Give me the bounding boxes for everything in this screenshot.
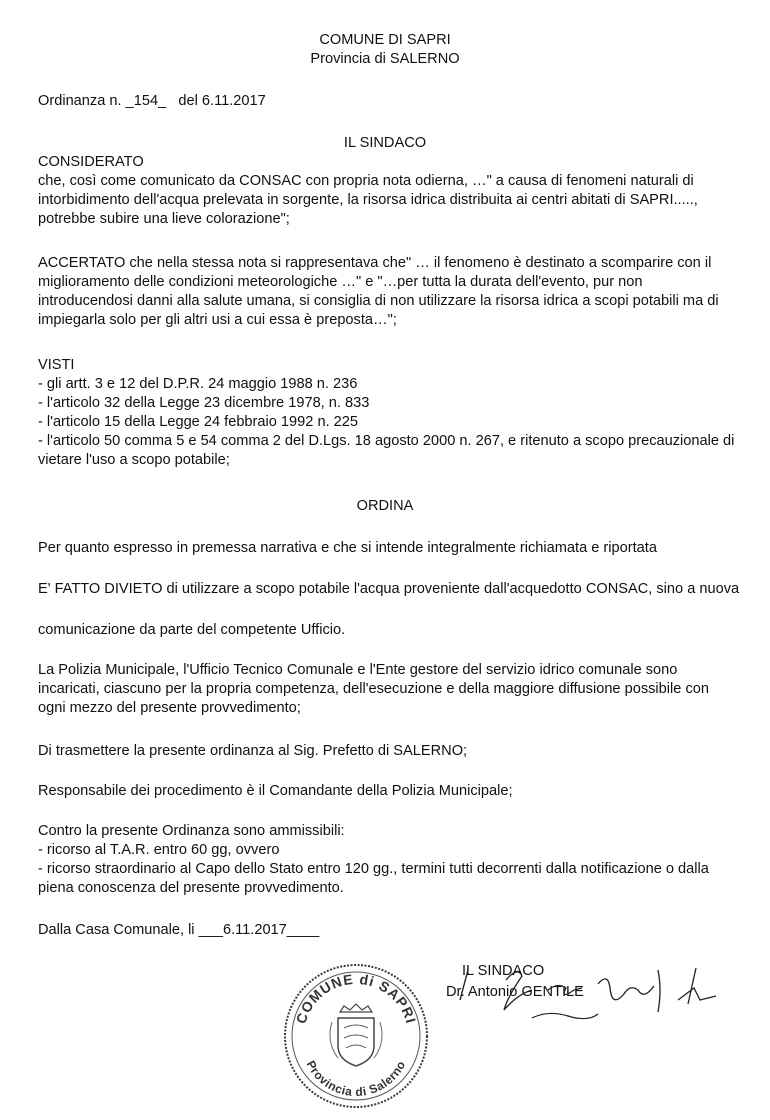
premessa-text: Per quanto espresso in premessa narrativa e che si intende integralmente richiamata e riportata [38,540,657,556]
incaricati-line: incaricati, ciascuno per la propria competenza, dell'esecuzione e della maggiore diffusione possibile con [38,681,709,697]
ordinance-date: del 6.11.2017 [178,93,266,109]
mayor-heading: IL SINDACO [343,135,427,151]
stamp-bottom-text: Provincia di Salerno [303,1058,409,1100]
official-stamp [282,962,430,1110]
accertato-line: introducendosi danni alla salute umana, si consiglia di non utilizzare la risorsa idrica a scopi potabili ma di [38,293,719,309]
visti-item: vietare l'uso a scopo potabile; [38,452,230,468]
signature-name: Dr. Antonio GENTILE [446,984,584,1000]
accertato-line: miglioramento delle condizioni meteorologiche …" e "…per tutta la durata dell'evento, pur non [38,274,643,290]
ordina-heading: ORDINA [356,498,414,514]
ordinance-label: Ordinanza n. [38,93,122,109]
incaricati-section [38,661,748,718]
trasmettere-text: Di trasmettere la presente ordinanza al Sig. Prefetto di SALERNO; [38,743,468,759]
signature-title: IL SINDACO [462,963,545,979]
province-name: Provincia di SALERNO [310,51,460,67]
ricorsi-line: - ricorso straordinario al Capo dello Stato entro 120 gg., termini tutti decorrenti dalla notificazione o dalla [38,861,709,877]
coat-of-arms-icon [330,1004,382,1066]
visti-heading: VISTI [38,357,75,373]
document-header [0,31,770,69]
municipality-name: COMUNE DI SAPRI [319,32,451,48]
considerato-line: intorbidimento dell'acqua prelevata in sorgente, la risorsa idrica distribuita ai centri abitati di SAPRI....., [38,192,698,208]
ordinance-number: _154_ [125,93,167,109]
visti-item: - l'articolo 32 della Legge 23 dicembre 1978, n. 833 [38,395,370,411]
responsabile-text: Responsabile dei procedimento è il Comandante della Polizia Municipale; [38,783,513,799]
ricorsi-line: - ricorso al T.A.R. entro 60 gg, ovvero [38,842,280,858]
visti-item: - l'articolo 15 della Legge 24 febbraio 1992 n. 225 [38,414,359,430]
visti-item: - l'articolo 50 comma 5 e 54 comma 2 del D.Lgs. 18 agosto 2000 n. 267, e ritenuto a scopo precauzionale di [38,433,735,449]
visti-section [38,356,748,470]
considerato-line: potrebbe subire una lieve colorazione"; [38,211,290,227]
ricorsi-line: piena conoscenza del presente provvedimento. [38,880,344,896]
accertato-line: ACCERTATO che nella stessa nota si rappresentava che" … il fenomeno è destinato a scomparire con il [38,255,712,271]
closing-place-date: Dalla Casa Comunale, li ___6.11.2017____ [38,922,320,938]
accertato-line: impiegarla solo per gli altri usi a cui essa è preposta…"; [38,312,397,328]
ordinance-number-line [38,92,748,111]
considerato-section [38,153,748,229]
visti-item: - gli artt. 3 e 12 del D.P.R. 24 maggio 1988 n. 236 [38,376,358,392]
ricorsi-line: Contro la presente Ordinanza sono ammissibili: [38,823,345,839]
considerato-heading: CONSIDERATO [38,154,144,170]
handwritten-signature [448,960,768,1040]
ricorsi-section [38,822,748,898]
divieto-text-continued: comunicazione da parte del competente Ufficio. [38,622,346,638]
divieto-text: E' FATTO DIVIETO di utilizzare a scopo potabile l'acqua proveniente dall'acquedotto CONSAC, sino a nuova [38,581,740,597]
incaricati-line: ogni mezzo del presente provvedimento; [38,700,301,716]
accertato-section [38,254,748,330]
stamp-top-text: COMUNE di SAPRI [292,970,420,1026]
considerato-line: che, così come comunicato da CONSAC con propria nota odierna, …" a causa di fenomeni naturali di [38,173,694,189]
svg-text:Provincia di Salerno [304,1058,409,1099]
incaricati-line: La Polizia Municipale, l'Ufficio Tecnico Comunale e l'Ente gestore del servizio idrico comunale sono [38,662,678,678]
